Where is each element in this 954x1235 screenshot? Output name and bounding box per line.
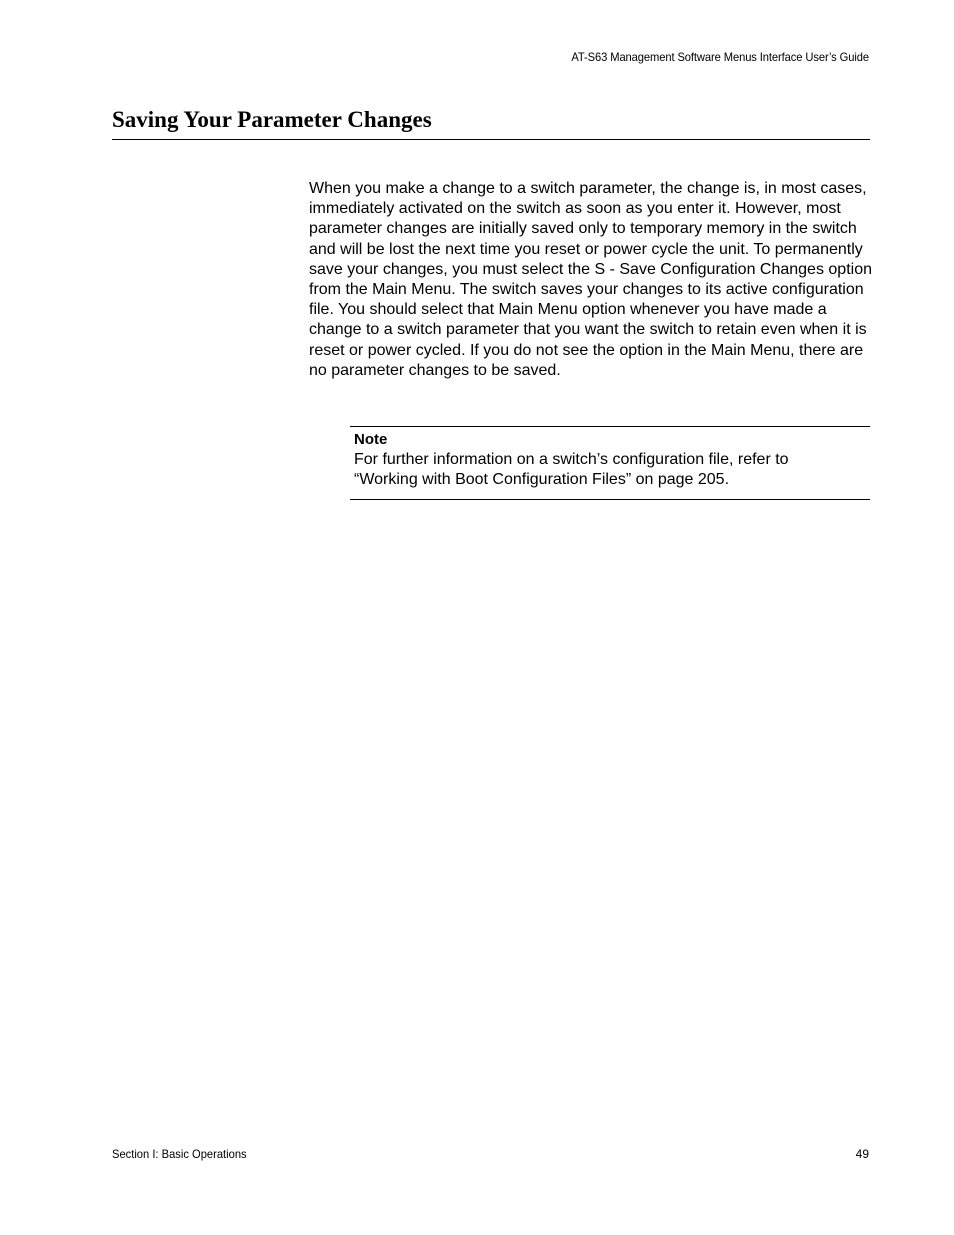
running-header-guide-title: AT-S63 Management Software Menus Interface User’s Guide — [571, 50, 869, 64]
footer-page-number: 49 — [855, 1147, 869, 1161]
note-text: For further information on a switch’s configuration file, refer to “Working with Boot Configuration Files” on page 205. — [354, 451, 789, 489]
footer-section-label: Section I: Basic Operations — [112, 1147, 247, 1161]
note-box — [350, 426, 870, 500]
section-heading: Saving Your Parameter Changes — [112, 106, 870, 140]
note-label: Note — [354, 431, 388, 448]
body-paragraph: When you make a change to a switch parameter, the change is, in most cases, immediately activated on the switch as soon as you enter it. However, most parameter changes are initially saved only to temporary memory in the switch and will be lost the next time you reset or power cycle the unit. To permanently save your changes, you must select the S - Save Configuration Changes option from the Main Menu. The switch saves your changes to its active configuration file. You should select that Main Menu option whenever you have made a change to a switch parameter that you want the switch to retain even when it is reset or power cycled. If you do not see the option in the Main Menu, there are no parameter changes to be saved. — [309, 180, 872, 379]
